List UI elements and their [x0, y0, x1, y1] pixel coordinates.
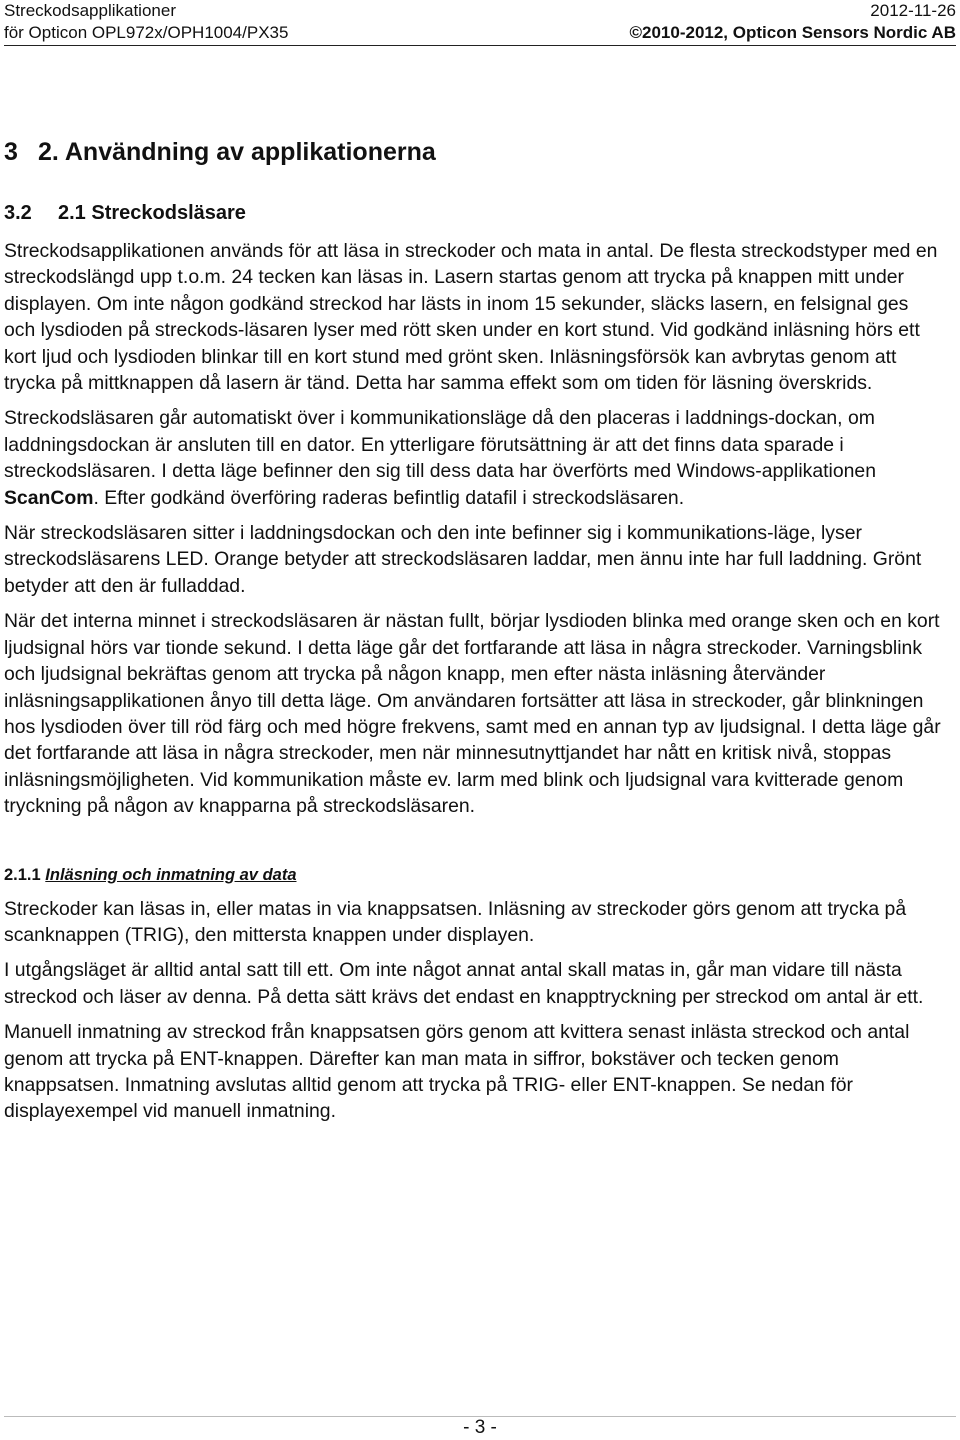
paragraph-manual-entry: Manuell inmatning av streckod från knappsatsen görs genom att kvittera senast inlästa streckod och antal genom att trycka på ENT-knappen. Därefter kan man mata in siffror, bokstäver och tecken genom knappsatsen. Inmatning avslutas alltid genom att trycka på TRIG- eller ENT-knappen. Se nedan för displayexempel vid manuell inmatning. — [4, 1021, 910, 1123]
header-title: Streckodsapplikationer — [4, 1, 176, 20]
header-copyright: ©2010-2012, Opticon Sensors Nordic AB — [629, 23, 956, 42]
page-header — [4, 0, 956, 48]
paragraph-intro: Streckodsapplikationen används för att läsa in streckoder och mata in antal. De flesta streckodstyper med en streckodslängd upp t.o.m. 24 tecken kan läsas in. Lasern startas genom att trycka på knappen mitt under displayen. Om inte någon godkänd streckod har lästs in inom 15 sekunder, släcks lasern, en felsignal ges och lysdioden på streckods-läsaren lyser med rött sken under en kort stund. Vid godkänd inläsning hörs ett kort ljud och lysdioden blinkar till en kort stund med grönt sken. Inläsningsförsök kan avbrytas genom att trycka på mittknappen då lasern är tänd. Detta har samma effekt som om tiden för läsning överskrids. — [4, 240, 938, 395]
paragraph-communication-part-1: Streckodsläsaren går automatiskt över i kommunikationsläge då den placeras i laddnings-dockan, om laddningsdockan är ansluten till en dator. En ytterligare förutsättning är att det finns data sparade i streckodsläsaren. I detta läge befinner den sig till dess data har överförts med Windows-applikationen — [4, 407, 876, 483]
paragraph-scanning: Streckoder kan läsas in, eller matas in via knappsatsen. Inläsning av streckoder görs genom att trycka på scanknappen (TRIG), den mittersta knappen under displayen. — [4, 897, 907, 946]
section-heading — [4, 136, 942, 168]
page-number: - 3 - — [463, 1417, 497, 1438]
subsubsection-title: Inläsning och inmatning av data — [45, 865, 297, 884]
paragraph-led: När streckodsläsaren sitter i laddningsdockan och den inte befinner sig i kommunikations-läge, lyser streckodsläsarens LED. Orange betyder att streckodsläsaren laddar, men ännu inte har full laddning. Grönt betyder att den är fulladdad. — [4, 522, 922, 597]
page-content — [4, 136, 942, 1134]
paragraph-communication-part-2: . Efter godkänd överföring raderas befintlig datafil i streckodsläsaren. — [93, 486, 685, 509]
header-date: 2012-11-26 — [870, 1, 956, 20]
scancom-term: ScanCom — [4, 486, 94, 509]
section-title: 2. Användning av applikationerna — [38, 138, 436, 166]
header-rule — [4, 45, 956, 46]
paragraph-memory: När det interna minnet i streckodsläsaren är nästan fullt, börjar lysdioden blinka med orange sken och en kort ljudsignal hörs var tionde sekund. I detta läge går det fortfarande att läsa in några streckoder. Varningsblink och ljudsignal bekräftas genom att trycka på någon knapp, men efter nästa inläsning återvänder inläsningsapplikationen ånyo till detta läge. Om användaren fortsätter att läsa in streckoder, går blinkningen hos lysdioden över till röd färg och med högre frekvens, samt med en annan typ av ljudsignal. I detta läge går det fortfarande att läsa in några streckoder, men när minnesutnyttjandet har nått en kritisk nivå, stoppas inläsningsmöjligheten. Vid kommunikation måste ev. larm med blink och ljudsignal vara kvitterade genom tryckning på någon av knapparna på streckodsläsaren. — [4, 610, 941, 818]
section-number: 3 — [4, 138, 18, 166]
header-subtitle: för Opticon OPL972x/OPH1004/PX35 — [4, 23, 289, 42]
subsection-heading — [4, 200, 942, 226]
subsubsection-number: 2.1.1 — [4, 865, 41, 884]
subsection-title: 2.1 Streckodsläsare — [58, 202, 246, 224]
subsubsection-heading — [4, 864, 942, 886]
subsection-number: 3.2 — [4, 202, 32, 224]
paragraph-communication — [4, 405, 942, 511]
paragraph-default-quantity: I utgångsläget är alltid antal satt till ett. Om inte något annat antal skall matas in, går man vidare till nästa streckod och läser av denna. På detta sätt krävs det endast en knapptryckning per streckod om antal är ett. — [4, 959, 924, 1008]
